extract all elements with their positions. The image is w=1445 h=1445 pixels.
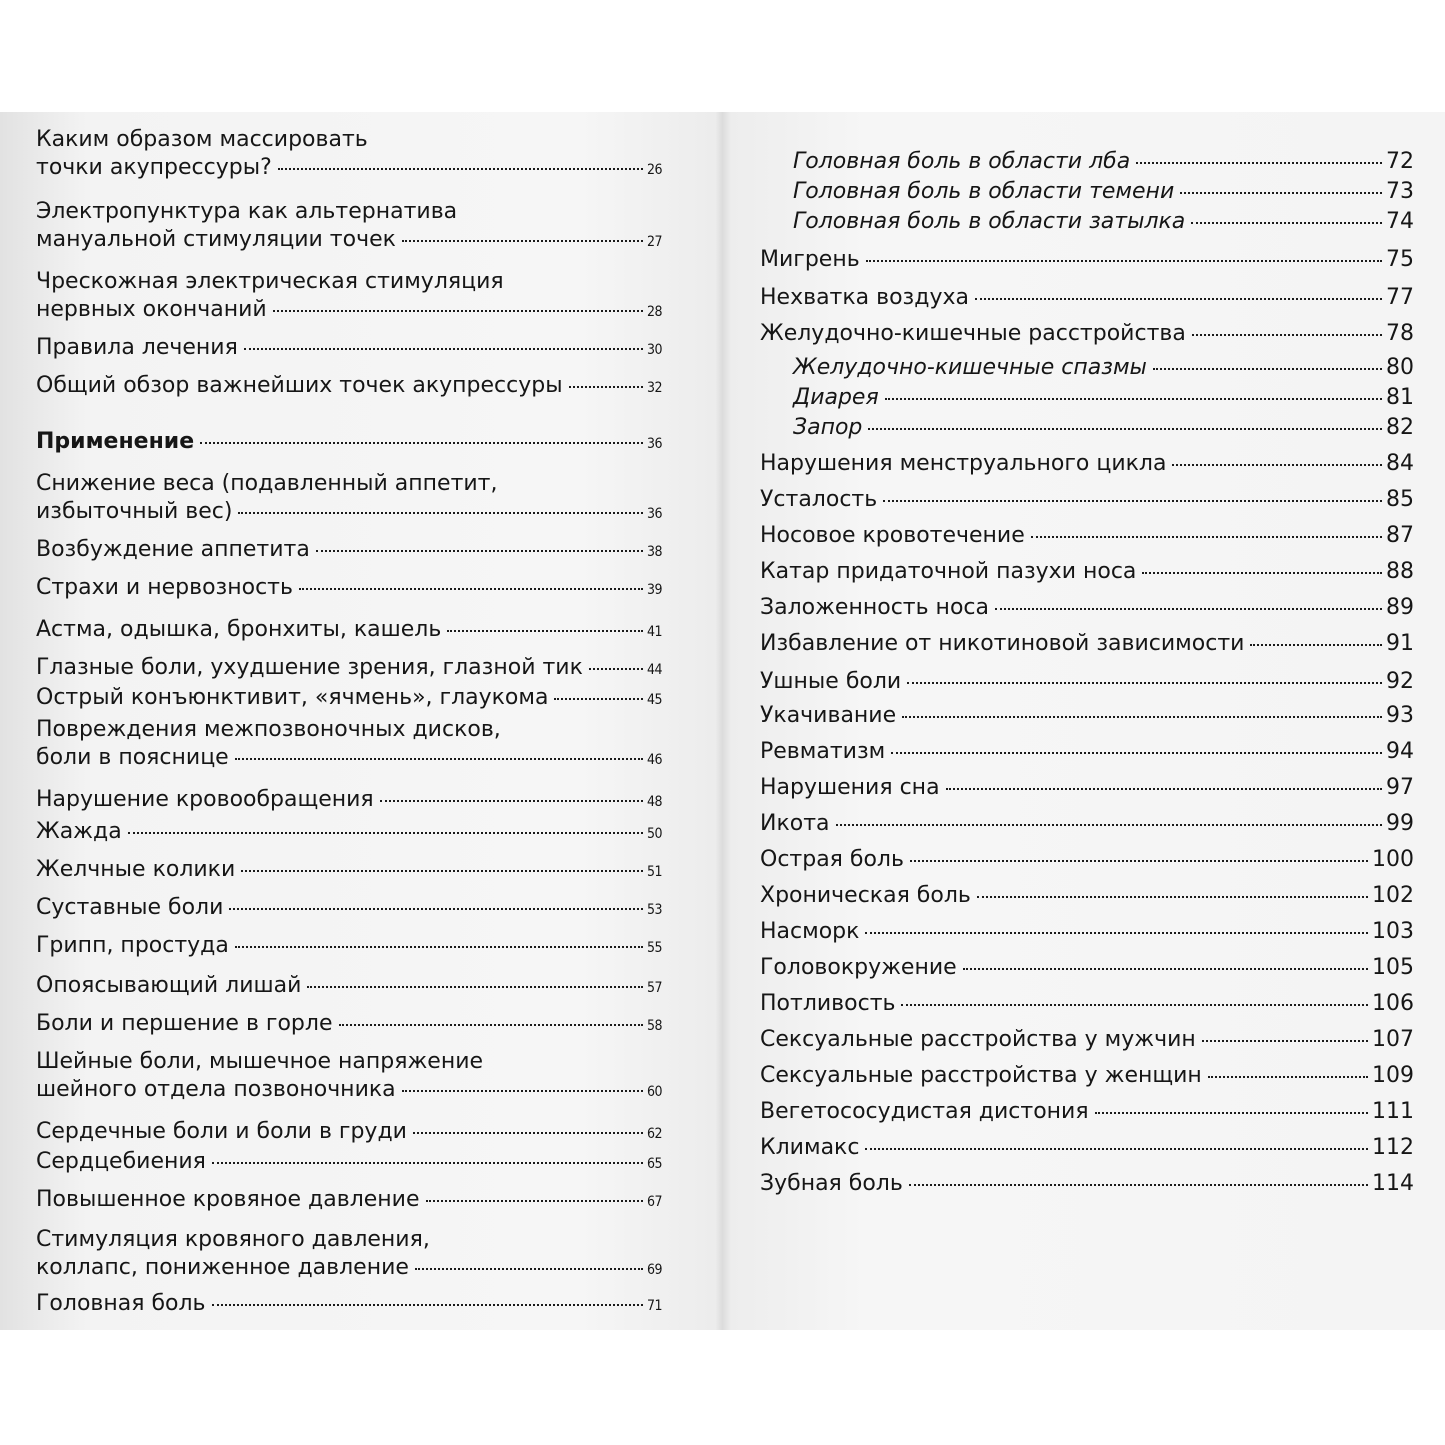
page-number: 103	[1372, 919, 1414, 944]
leader-dots	[1192, 334, 1382, 336]
entry-text: Возбуждение аппетита	[36, 537, 310, 562]
leader-dots	[554, 698, 643, 700]
page-number: 55	[646, 940, 662, 956]
entry-text: Шейные боли, мышечное напряжение	[36, 1049, 484, 1074]
left-page	[0, 112, 722, 1330]
leader-dots	[868, 428, 1382, 430]
leader-dots	[238, 512, 643, 514]
leader-dots	[907, 682, 1382, 684]
entry-text: Избавление от никотиновой зависимости	[760, 631, 1245, 656]
entry-text: Заложенность носа	[760, 595, 989, 620]
page-number: 48	[646, 794, 662, 810]
toc-entry	[36, 268, 662, 326]
entry-text: Применение	[36, 429, 195, 454]
entry-text: Зубная боль	[760, 1171, 903, 1196]
leader-dots	[1202, 1040, 1368, 1042]
leader-dots	[212, 1304, 643, 1306]
page-number: 41	[646, 624, 662, 640]
entry-text: Каким образом массировать	[36, 127, 368, 152]
leader-dots	[299, 588, 643, 590]
entry-text: Головная боль	[36, 1291, 206, 1316]
leader-dots	[339, 1024, 643, 1026]
leader-dots	[402, 1090, 643, 1092]
entry-text: Желудочно-кишечные спазмы	[793, 355, 1147, 380]
toc-entry	[36, 1010, 662, 1040]
entry-text: Мигрень	[760, 247, 860, 272]
toc-entry	[760, 320, 1414, 348]
toc-entry	[36, 818, 662, 848]
page-number: 50	[646, 826, 662, 842]
leader-dots	[865, 1148, 1368, 1150]
entry-text: Головная боль в области лба	[793, 149, 1131, 174]
toc-entry	[36, 616, 662, 646]
page-number: 60	[646, 1084, 662, 1100]
toc-entry	[760, 882, 1414, 910]
toc-entry	[760, 846, 1414, 874]
entry-text: Суставные боли	[36, 895, 224, 920]
toc-section-heading	[36, 428, 662, 458]
page-number: 46	[646, 752, 662, 768]
toc-entry	[760, 486, 1414, 514]
toc-entry	[36, 372, 662, 402]
toc-entry	[760, 284, 1414, 312]
page-number: 36	[646, 436, 662, 452]
toc-subentry	[793, 148, 1414, 176]
toc-entry	[36, 574, 662, 604]
entry-text: Потливость	[760, 991, 896, 1016]
entry-text: Носовое кровотечение	[760, 523, 1025, 548]
leader-dots	[307, 986, 643, 988]
toc-entry	[36, 856, 662, 886]
page-number: 92	[1386, 669, 1414, 694]
entry-text: Сердечные боли и боли в груди	[36, 1119, 407, 1144]
leader-dots	[1136, 162, 1382, 164]
entry-text: Жажда	[36, 819, 122, 844]
page-number: 88	[1386, 559, 1414, 584]
page-number: 38	[646, 544, 662, 560]
entry-text: Глазные боли, ухудшение зрения, глазной тик	[36, 655, 583, 680]
entry-text: Стимуляция кровяного давления,	[36, 1227, 430, 1252]
leader-dots	[891, 752, 1382, 754]
toc-entry	[36, 786, 662, 816]
leader-dots	[273, 310, 643, 312]
toc-subentry	[793, 414, 1414, 442]
entry-text: Насморк	[760, 919, 860, 944]
leader-dots	[569, 386, 643, 388]
page-number: 91	[1386, 631, 1414, 656]
toc-entry	[36, 126, 662, 184]
toc-entry	[36, 1186, 662, 1216]
entry-text: Электропунктура как альтернатива	[36, 199, 458, 224]
entry-text: Острый конъюнктивит, «ячмень», глаукома	[36, 685, 549, 710]
entry-text: мануальной стимуляции точек	[36, 227, 396, 252]
leader-dots	[885, 398, 1382, 400]
toc-entry	[760, 450, 1414, 478]
entry-text: избыточный вес)	[36, 499, 233, 524]
page-number: 71	[646, 1298, 662, 1314]
toc-entry	[36, 1048, 662, 1106]
page-number: 51	[646, 864, 662, 880]
page-number: 36	[646, 506, 662, 522]
toc-entry	[36, 1226, 662, 1284]
entry-text: Усталость	[760, 487, 878, 512]
entry-text: Снижение веса (подавленный аппетит,	[36, 471, 498, 496]
page-number: 28	[646, 304, 662, 320]
toc-entry	[36, 1290, 662, 1320]
leader-dots	[909, 1184, 1368, 1186]
page-number: 45	[646, 692, 662, 708]
page-number: 30	[646, 342, 662, 358]
entry-text: Сексуальные расстройства у мужчин	[760, 1027, 1196, 1052]
page-number: 84	[1386, 451, 1414, 476]
page-number: 87	[1386, 523, 1414, 548]
toc-entry	[36, 684, 662, 714]
entry-text: Ушные боли	[760, 669, 902, 694]
page-number: 78	[1386, 321, 1414, 346]
toc-entry	[760, 918, 1414, 946]
toc-entry	[36, 654, 662, 684]
toc-entry	[760, 990, 1414, 1018]
leader-dots	[963, 968, 1368, 970]
page-number: 97	[1386, 775, 1414, 800]
page-number: 99	[1386, 811, 1414, 836]
entry-text: Икота	[760, 811, 830, 836]
entry-text: Астма, одышка, бронхиты, кашель	[36, 617, 442, 642]
entry-text: боли в пояснице	[36, 745, 229, 770]
page-number: 80	[1386, 355, 1414, 380]
toc-entry	[760, 246, 1414, 274]
toc-entry	[760, 1170, 1414, 1198]
leader-dots	[278, 168, 643, 170]
leader-dots	[316, 550, 643, 552]
entry-text: нервных окончаний	[36, 297, 267, 322]
entry-text: Головная боль в области темени	[793, 179, 1175, 204]
page-number: 100	[1372, 847, 1414, 872]
leader-dots	[1172, 464, 1382, 466]
toc-entry	[760, 1062, 1414, 1090]
leader-dots	[229, 908, 643, 910]
page-number: 75	[1386, 247, 1414, 272]
leader-dots	[447, 630, 643, 632]
entry-text: Повышенное кровяное давление	[36, 1187, 420, 1212]
page-number: 58	[646, 1018, 662, 1034]
toc-entry	[760, 702, 1414, 730]
leader-dots	[200, 442, 643, 444]
book-spread	[0, 112, 1445, 1330]
entry-text: коллапс, пониженное давление	[36, 1255, 409, 1280]
leader-dots	[865, 932, 1368, 934]
toc-entry	[760, 558, 1414, 586]
entry-text: Укачивание	[760, 703, 897, 728]
toc-entry	[760, 522, 1414, 550]
toc-entry	[36, 198, 662, 256]
page-number: 57	[646, 980, 662, 996]
page-number: 106	[1372, 991, 1414, 1016]
leader-dots	[128, 832, 643, 834]
leader-dots	[1250, 644, 1382, 646]
toc-entry	[760, 738, 1414, 766]
toc-entry	[36, 1118, 662, 1148]
toc-subentry	[793, 178, 1414, 206]
entry-text: Вегетососудистая дистония	[760, 1099, 1089, 1124]
page-number: 73	[1386, 179, 1414, 204]
entry-text: Сердцебиения	[36, 1149, 206, 1174]
entry-text: Нехватка воздуха	[760, 285, 969, 310]
entry-text: Боли и першение в горле	[36, 1011, 333, 1036]
entry-text: Повреждения межпозвоночных дисков,	[36, 717, 501, 742]
page-number: 32	[646, 380, 662, 396]
page-number: 77	[1386, 285, 1414, 310]
toc-entry	[760, 954, 1414, 982]
page-number: 27	[646, 234, 662, 250]
page-number: 67	[646, 1194, 662, 1210]
entry-text: Сексуальные расстройства у женщин	[760, 1063, 1202, 1088]
leader-dots	[910, 860, 1368, 862]
page-number: 89	[1386, 595, 1414, 620]
entry-text: Опоясывающий лишай	[36, 973, 302, 998]
leader-dots	[415, 1268, 643, 1270]
toc-entry	[36, 972, 662, 1002]
leader-dots	[946, 788, 1382, 790]
entry-text: Грипп, простуда	[36, 933, 229, 958]
page-number: 72	[1386, 149, 1414, 174]
entry-text: Ревматизм	[760, 739, 886, 764]
entry-text: Чрескожная электрическая стимуляция	[36, 269, 504, 294]
entry-text: Общий обзор важнейших точек акупрессуры	[36, 373, 563, 398]
leader-dots	[235, 758, 643, 760]
toc-entry	[36, 894, 662, 924]
entry-text: Острая боль	[760, 847, 904, 872]
entry-text: Правила лечения	[36, 335, 238, 360]
toc-entry	[36, 536, 662, 566]
toc-subentry	[793, 384, 1414, 412]
toc-subentry	[793, 208, 1414, 236]
entry-text: Нарушения сна	[760, 775, 940, 800]
leader-dots	[901, 1004, 1368, 1006]
leader-dots	[1191, 222, 1382, 224]
entry-text: Запор	[793, 415, 863, 440]
page-number: 111	[1372, 1099, 1414, 1124]
toc-entry	[760, 668, 1414, 696]
page-number: 81	[1386, 385, 1414, 410]
leader-dots	[1180, 192, 1382, 194]
toc-entry	[760, 594, 1414, 622]
page-number: 69	[646, 1262, 662, 1278]
entry-text: Хроническая боль	[760, 883, 971, 908]
toc-entry	[760, 1026, 1414, 1054]
leader-dots	[380, 800, 643, 802]
leader-dots	[836, 824, 1382, 826]
page-number: 53	[646, 902, 662, 918]
leader-dots	[902, 716, 1382, 718]
toc-entry	[36, 470, 662, 528]
leader-dots	[1095, 1112, 1368, 1114]
page-number: 109	[1372, 1063, 1414, 1088]
entry-text: Нарушения менструального цикла	[760, 451, 1167, 476]
page-number: 62	[646, 1126, 662, 1142]
leader-dots	[241, 870, 643, 872]
leader-dots	[235, 946, 643, 948]
toc-entry	[760, 630, 1414, 658]
entry-text: Катар придаточной пазухи носа	[760, 559, 1137, 584]
leader-dots	[413, 1132, 643, 1134]
leader-dots	[244, 348, 643, 350]
page-number: 105	[1372, 955, 1414, 980]
entry-text: Климакс	[760, 1135, 860, 1160]
toc-entry	[36, 716, 662, 774]
page-number: 74	[1386, 209, 1414, 234]
leader-dots	[1142, 572, 1382, 574]
entry-text: Диарея	[793, 385, 879, 410]
toc-entry	[760, 810, 1414, 838]
entry-text: точки акупрессуры?	[36, 155, 272, 180]
right-page	[723, 112, 1445, 1330]
toc-entry	[760, 1098, 1414, 1126]
leader-dots	[1153, 368, 1382, 370]
leader-dots	[1208, 1076, 1368, 1078]
page-number: 26	[646, 162, 662, 178]
entry-text: Страхи и нервозность	[36, 575, 293, 600]
leader-dots	[883, 500, 1382, 502]
page-number: 85	[1386, 487, 1414, 512]
entry-text: Головная боль в области затылка	[793, 209, 1186, 234]
page-number: 82	[1386, 415, 1414, 440]
page-number: 94	[1386, 739, 1414, 764]
leader-dots	[975, 298, 1382, 300]
leader-dots	[402, 240, 643, 242]
page-number: 44	[646, 662, 662, 678]
page-number: 102	[1372, 883, 1414, 908]
page-number: 107	[1372, 1027, 1414, 1052]
leader-dots	[866, 260, 1382, 262]
entry-text: Нарушение кровообращения	[36, 787, 374, 812]
page-number: 39	[646, 582, 662, 598]
toc-entry	[36, 932, 662, 962]
entry-text: Желчные колики	[36, 857, 236, 882]
toc-subentry	[793, 354, 1414, 382]
toc-entry	[36, 1148, 662, 1178]
page-number: 93	[1386, 703, 1414, 728]
entry-text: Головокружение	[760, 955, 957, 980]
entry-text: Желудочно-кишечные расстройства	[760, 321, 1186, 346]
leader-dots	[977, 896, 1368, 898]
leader-dots	[1031, 536, 1382, 538]
toc-entry	[760, 1134, 1414, 1162]
leader-dots	[426, 1200, 643, 1202]
leader-dots	[212, 1162, 643, 1164]
entry-text: шейного отдела позвоночника	[36, 1077, 396, 1102]
page-number: 112	[1372, 1135, 1414, 1160]
page-number: 114	[1372, 1171, 1414, 1196]
page-number: 65	[646, 1156, 662, 1172]
leader-dots	[995, 608, 1382, 610]
toc-entry	[760, 774, 1414, 802]
leader-dots	[589, 668, 643, 670]
toc-entry	[36, 334, 662, 364]
